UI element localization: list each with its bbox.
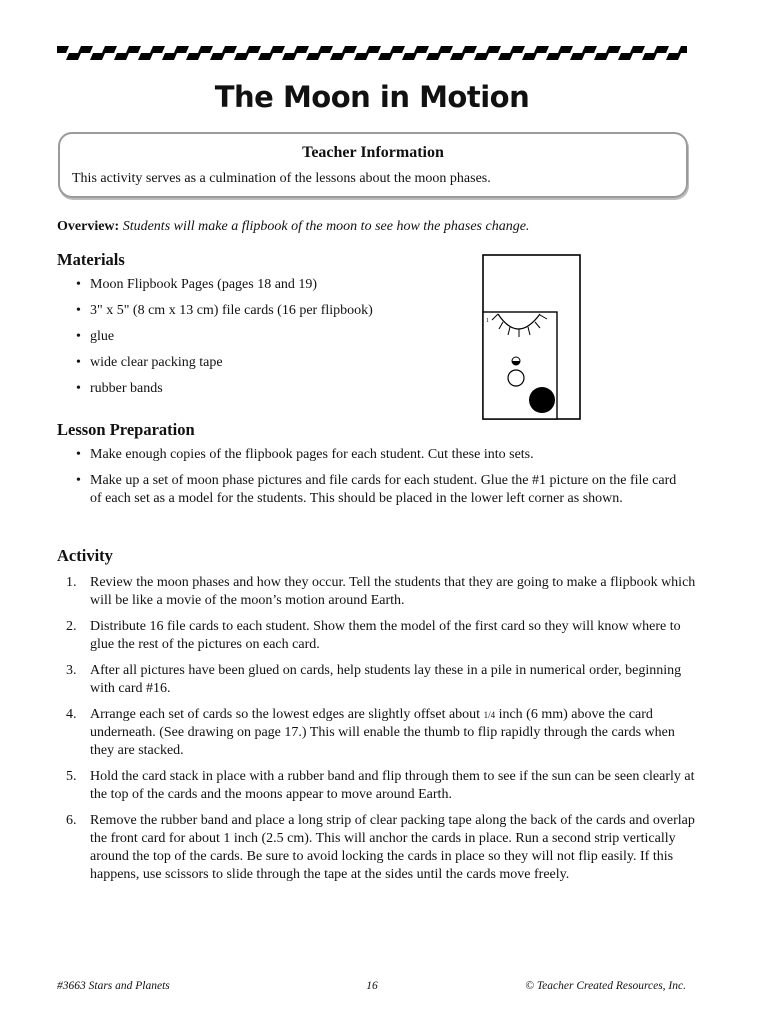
new-moon-icon (529, 387, 555, 413)
list-item (66, 662, 696, 698)
list-item: • 3" x 5" (8 cm x 13 cm) file cards (16 per flipbook) (76, 302, 466, 320)
moon-small-icon (508, 370, 524, 386)
step-text: Review the moon phases and how they occur. Tell the students that they are going to make a flipbook which will be like a movie of the moon’s motion around Earth. (90, 575, 696, 608)
materials-list (76, 276, 466, 398)
flipbook-card-illustration (482, 254, 582, 421)
lesson-preparation-heading: Lesson Preparation (57, 420, 195, 439)
list-item: • Make enough copies of the flipbook pages for each student. Cut these into sets. (76, 446, 688, 464)
overview-text: Students will make a flipbook of the moon to see how the phases change. (122, 219, 530, 234)
teacher-information-heading: Teacher Information (302, 144, 444, 161)
step-text: Hold the card stack in place with a rubber band and flip through them to see if the sun can be seen clearly at the top of the cards and the moons appear to move around Earth. (90, 769, 695, 802)
overview-line (57, 219, 529, 235)
list-item: • Moon Flipbook Pages (pages 18 and 19) (76, 276, 466, 294)
activity-heading: Activity (57, 546, 113, 565)
list-item: • Make up a set of moon phase pictures and file cards for each student. Glue the #1 picture on the file card of each set as a model for the students. This should be placed in the lower left corner as shown. (76, 472, 688, 508)
footer-copyright: © Teacher Created Resources, Inc. (525, 980, 686, 992)
step-number: 2. (66, 619, 77, 634)
step-number: 4. (66, 707, 77, 722)
step-text: Arrange each set of cards so the lowest edges are slightly offset about (90, 707, 484, 722)
overview-label: Overview: (57, 219, 120, 234)
list-item (66, 618, 696, 654)
activity-steps (66, 574, 696, 892)
decorative-border-strip (57, 44, 687, 62)
step-number: 6. (66, 813, 77, 828)
teacher-information-text: This activity serves as a culmination of the lessons about the moon phases. (72, 171, 491, 186)
fraction: 1/4 (483, 710, 496, 720)
step-text: Distribute 16 file cards to each student. Show them the model of the first card so they will know where to glue the rest of the pictures on each card. (90, 619, 681, 652)
list-item (66, 574, 696, 610)
teacher-information-box (58, 132, 688, 198)
list-item: • rubber bands (76, 380, 466, 398)
step-text: inch (6 mm) above the card underneath. (See drawing on page 17.) This will enable the thumb to flip rapidly through the cards when they are stacked. (90, 707, 675, 758)
list-item (66, 812, 696, 884)
card-number-label: 1 (486, 318, 489, 324)
page-title: The Moon in Motion (214, 80, 530, 114)
step-text: Remove the rubber band and place a long strip of clear packing tape along the back of the cards and overlap the front card for about 1 inch (2.5 cm). This will anchor the cards in place. Run a second strip vertically around the top of the cards. Be sure to avoid locking the cards in place so they will not flip easily. If this happens, use scissors to slide through the tape at the sides until the cards move freely. (90, 813, 695, 882)
step-number: 1. (66, 575, 77, 590)
list-item: • glue (76, 328, 466, 346)
footer-book-title: #3663 Stars and Planets (57, 980, 170, 992)
step-number: 5. (66, 769, 77, 784)
list-item: • wide clear packing tape (76, 354, 466, 372)
materials-heading: Materials (57, 250, 125, 269)
list-item (66, 768, 696, 804)
lesson-preparation-list (76, 446, 688, 508)
list-item (66, 706, 696, 760)
step-number: 3. (66, 663, 77, 678)
footer-page-number: 16 (366, 980, 378, 992)
step-text: After all pictures have been glued on cards, help students lay these in a pile in numerical order, beginning with card #16. (90, 663, 682, 696)
